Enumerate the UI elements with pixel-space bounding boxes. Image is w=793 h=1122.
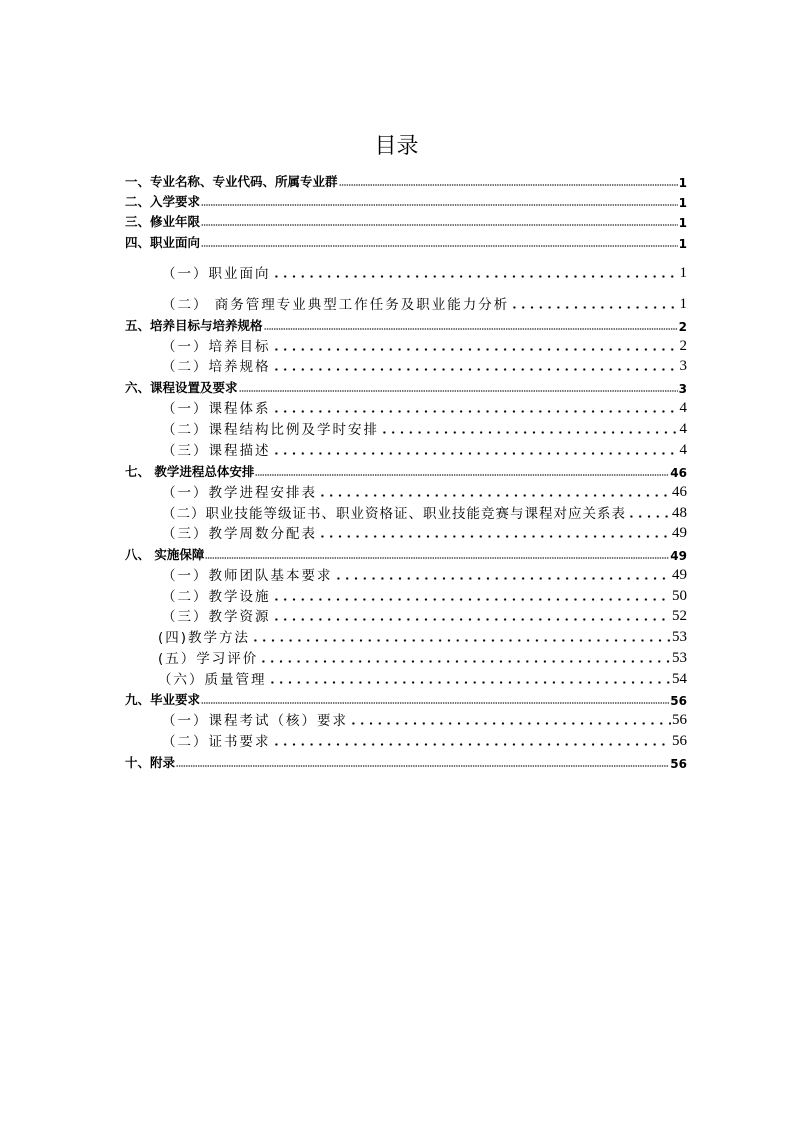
- toc-entry-page: 53: [672, 629, 687, 645]
- toc-entry-page: 53: [672, 650, 687, 666]
- toc-entry-page: 2: [679, 338, 687, 354]
- toc-entry-8-1[interactable]: [162, 566, 687, 584]
- toc-entry-page: 1: [678, 237, 687, 251]
- toc-title: 目录: [374, 134, 419, 159]
- toc-entry-7-2[interactable]: [162, 504, 687, 522]
- toc-entry-label: 四、职业面向: [125, 235, 201, 250]
- toc-leader: [259, 660, 671, 663]
- toc-entry-label: （一）课程体系: [162, 401, 271, 417]
- toc-entry-label: （三）教学资源: [162, 609, 271, 625]
- toc-entry-page: 1: [678, 216, 687, 230]
- toc-entry-page: 50: [672, 588, 687, 604]
- toc-leader: [201, 245, 678, 247]
- toc-entry-page: 49: [672, 567, 687, 583]
- toc-entry-page: 4: [679, 400, 687, 416]
- toc-entry-page: 49: [670, 549, 687, 563]
- toc-leader: [268, 681, 672, 684]
- toc-entry-9[interactable]: [125, 690, 687, 708]
- toc-leader: [272, 368, 679, 371]
- toc-leader: [201, 224, 678, 226]
- toc-entry-8-6[interactable]: [158, 670, 687, 688]
- toc-leader: [318, 494, 671, 497]
- toc-entry-label: 一、专业名称、专业代码、所属专业群: [125, 174, 338, 189]
- toc-leader: [627, 515, 671, 518]
- toc-leader: [176, 765, 669, 767]
- toc-leader: [272, 275, 679, 278]
- toc-entry-label: 二、入学要求: [125, 194, 201, 209]
- toc-entry-page: 2: [678, 320, 687, 334]
- toc-entry-page: 56: [670, 694, 687, 708]
- toc-entry-label: (五）学习评价: [158, 651, 259, 667]
- toc-entry-5-2[interactable]: [162, 357, 687, 375]
- toc-entry-8[interactable]: [125, 545, 687, 563]
- toc-entry-9-2[interactable]: [162, 732, 687, 750]
- toc-entry-label: 六、课程设置及要求: [125, 380, 238, 395]
- toc-entry-page: 1: [678, 196, 687, 210]
- toc-leader: [272, 410, 679, 413]
- toc-leader: [272, 743, 672, 746]
- toc-leader: [339, 184, 678, 186]
- toc-entry-3[interactable]: [125, 212, 687, 230]
- toc-entry-7[interactable]: [125, 462, 687, 480]
- toc-leader: [272, 598, 672, 601]
- toc-entry-8-3[interactable]: [162, 607, 687, 625]
- toc-leader: [318, 535, 671, 538]
- toc-entry-page: 48: [672, 505, 687, 521]
- toc-entry-page: 56: [672, 733, 687, 749]
- toc-entry-4[interactable]: [125, 233, 687, 251]
- toc-leader: [251, 639, 671, 642]
- toc-entry-page: 3: [679, 358, 687, 374]
- toc-entry-page: 4: [679, 442, 687, 458]
- toc-entry-label: （六）质量管理: [158, 672, 267, 688]
- toc-leader: [239, 390, 678, 392]
- toc-entry-page: 56: [670, 757, 687, 771]
- toc-entry-label: （三）课程描述: [162, 443, 271, 459]
- toc-entry-label: （二）教学设施: [162, 589, 271, 605]
- toc-leader: [349, 722, 671, 725]
- toc-leader: [272, 618, 672, 621]
- toc-entry-page: 56: [672, 712, 687, 728]
- toc-entry-page: 1: [679, 265, 687, 281]
- toc-entry-8-4[interactable]: [158, 628, 687, 646]
- toc-entry-page: 1: [679, 296, 687, 312]
- toc-entry-page: 54: [672, 671, 687, 687]
- toc-leader: [264, 328, 678, 330]
- toc-entry-8-5[interactable]: [158, 649, 687, 667]
- toc-entry-label: （二）培养规格: [162, 359, 271, 375]
- toc-entry-label: 五、培养目标与培养规格: [125, 318, 263, 333]
- toc-entry-label: （二）课程结构比例及学时安排: [162, 422, 379, 438]
- toc-entry-label: （二） 商务管理专业典型工作任务及职业能力分析: [162, 297, 510, 313]
- toc-entry-label: （三）教学周数分配表: [162, 526, 317, 542]
- toc-entry-label: (四)教学方法: [158, 630, 251, 646]
- toc-entry-6-1[interactable]: [162, 399, 687, 417]
- toc-entry-5[interactable]: [125, 316, 687, 334]
- toc-entry-7-1[interactable]: [162, 483, 687, 501]
- toc-entry-6[interactable]: [125, 378, 687, 396]
- toc-leader: [255, 474, 669, 476]
- toc-entry-label: （一）职业面向: [162, 266, 271, 282]
- toc-leader: [201, 204, 678, 206]
- toc-entry-label: 八、 实施保障: [125, 547, 205, 562]
- toc-entry-2[interactable]: [125, 192, 687, 210]
- toc-entry-label: （二）证书要求: [162, 734, 271, 750]
- toc-entry-label: 三、修业年限: [125, 214, 201, 229]
- toc-entry-1[interactable]: [125, 172, 687, 190]
- toc-entry-label: （二）职业技能等级证书、职业资格证、职业技能竞赛与课程对应关系表: [162, 506, 626, 522]
- toc-entry-7-3[interactable]: [162, 524, 687, 542]
- toc-entry-page: 46: [672, 484, 687, 500]
- toc-entry-page: 49: [672, 525, 687, 541]
- toc-entry-page: 3: [678, 382, 687, 396]
- toc-leader: [201, 702, 669, 704]
- toc-entry-10[interactable]: [125, 753, 687, 771]
- toc-entry-label: （一）课程考试（核）要求: [162, 713, 348, 729]
- toc-entry-6-3[interactable]: [162, 441, 687, 459]
- toc-entry-page: 46: [670, 466, 687, 480]
- toc-entry-4-2[interactable]: [162, 295, 687, 313]
- toc-leader: [380, 431, 679, 434]
- toc-entry-8-2[interactable]: [162, 587, 687, 605]
- toc-entry-label: 十、附录: [125, 755, 176, 770]
- toc-entry-page: 1: [678, 176, 687, 190]
- toc-entry-5-1[interactable]: [162, 337, 687, 355]
- toc-entry-4-1[interactable]: [162, 264, 687, 282]
- toc-entry-9-1[interactable]: [162, 711, 687, 729]
- toc-entry-page: 52: [672, 608, 687, 624]
- toc-entry-label: （一）教师团队基本要求: [162, 568, 333, 584]
- toc-leader: [272, 452, 679, 455]
- toc-entry-page: 4: [679, 421, 687, 437]
- toc-entry-6-2[interactable]: [162, 420, 687, 438]
- toc-leader: [205, 557, 669, 559]
- toc-leader: [334, 577, 672, 580]
- toc-entry-label: （一）培养目标: [162, 339, 271, 355]
- toc-leader: [272, 348, 679, 351]
- toc-leader: [510, 306, 678, 309]
- toc-entry-label: 七、 教学进程总体安排: [125, 464, 255, 479]
- toc-entry-label: （一）教学进程安排表: [162, 485, 317, 501]
- toc-entry-label: 九、毕业要求: [125, 692, 201, 707]
